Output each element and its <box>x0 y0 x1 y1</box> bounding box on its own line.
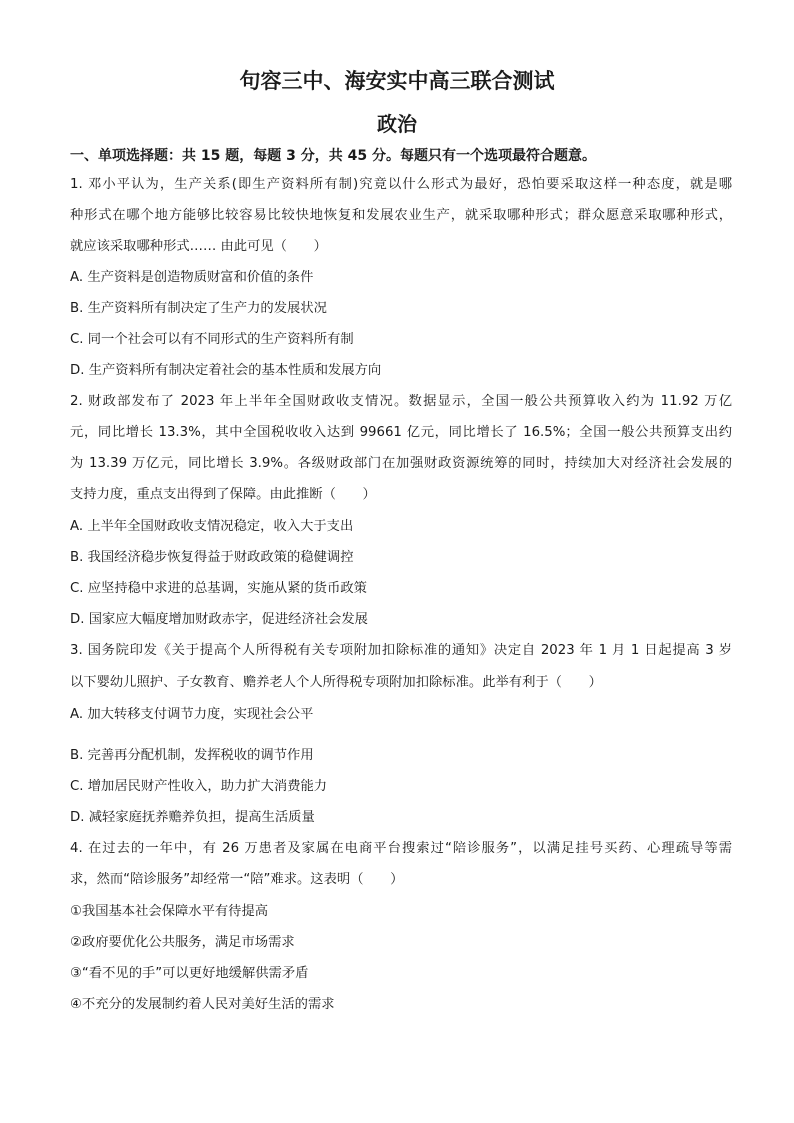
question-3-option-a: A. 加大转移支付调节力度，实现社会公平 <box>70 707 314 722</box>
question-4-statement-3: ③“看不见的手”可以更好地缓解供需矛盾 <box>70 966 309 981</box>
question-1-line-2: 种形式在哪个地方能够比较容易比较快地恢复和发展农业生产，就采取哪种形式；群众愿意采取哪种形式， <box>70 208 732 223</box>
question-3-option-c: C. 增加居民财产性收入，助力扩大消费能力 <box>70 779 328 794</box>
question-1-option-b: B. 生产资料所有制决定了生产力的发展状况 <box>70 301 327 316</box>
question-4-statement-1: ①我国基本社会保障水平有待提高 <box>70 904 269 919</box>
question-4-statement-4: ④不充分的发展制约着人民对美好生活的需求 <box>70 997 335 1012</box>
question-2-option-c: C. 应坚持稳中求进的总基调，实施从紧的货币政策 <box>70 581 367 596</box>
question-2-line-1: 2. 财政部发布了 2023 年上半年全国财政收支情况。数据显示，全国一般公共预算收入约为 11.92 万亿 <box>70 394 732 409</box>
question-1-option-c: C. 同一个社会可以有不同形式的生产资料所有制 <box>70 332 354 347</box>
question-1-line-3: 就应该采取哪种形式…… 由此可见（ ） <box>70 239 327 254</box>
question-4-statement-2: ②政府要优化公共服务，满足市场需求 <box>70 935 295 950</box>
question-2-line-4: 支持力度，重点支出得到了保障。由此推断（ ） <box>70 487 376 502</box>
question-2-option-d: D. 国家应大幅度增加财政赤字，促进经济社会发展 <box>70 612 368 627</box>
question-2-line-2: 元，同比增长 13.3%，其中全国税收收入达到 99661 亿元，同比增长了 16.5%；全国一般公共预算支出约 <box>70 425 732 440</box>
question-2-line-3: 为 13.39 万亿元，同比增长 3.9%。各级财政部门在加强财政资源统筹的同时，持续加大对经济社会发展的 <box>70 456 732 471</box>
question-1-option-a: A. 生产资料是创造物质财富和价值的条件 <box>70 270 314 285</box>
question-3-line-1: 3. 国务院印发《关于提高个人所得税有关专项附加扣除标准的通知》决定自 2023 年 1 月 1 日起提高 3 岁 <box>70 643 732 658</box>
question-2-option-b: B. 我国经济稳步恢复得益于财政政策的稳健调控 <box>70 550 354 565</box>
question-3-option-d: D. 减轻家庭抚养赡养负担，提高生活质量 <box>70 810 315 825</box>
section-heading: 一、单项选择题：共 15 题，每题 3 分，共 45 分。每题只有一个选项最符合题意。 <box>70 148 596 164</box>
exam-subject: 政治 <box>377 112 417 136</box>
question-3-line-2: 以下婴幼儿照护、子女教育、赡养老人个人所得税专项附加扣除标准。此举有利于（ ） <box>70 675 602 690</box>
question-3-option-b: B. 完善再分配机制，发挥税收的调节作用 <box>70 748 314 763</box>
question-1-line-1: 1. 邓小平认为，生产关系(即生产资料所有制)究竟以什么形式为最好，恐怕要采取这样一种态度，就是哪 <box>70 177 732 192</box>
question-2-option-a: A. 上半年全国财政收支情况稳定，收入大于支出 <box>70 519 354 534</box>
exam-title: 句容三中、海安实中高三联合测试 <box>239 69 555 93</box>
question-4-line-1: 4. 在过去的一年中，有 26 万患者及家属在电商平台搜索过“陪诊服务”，以满足挂号买药、心理疏导等需 <box>70 841 732 856</box>
question-1-option-d: D. 生产资料所有制决定着社会的基本性质和发展方向 <box>70 363 382 378</box>
question-4-line-2: 求，然而“陪诊服务”却经常一“陪”难求。这表明（ ） <box>70 872 404 887</box>
